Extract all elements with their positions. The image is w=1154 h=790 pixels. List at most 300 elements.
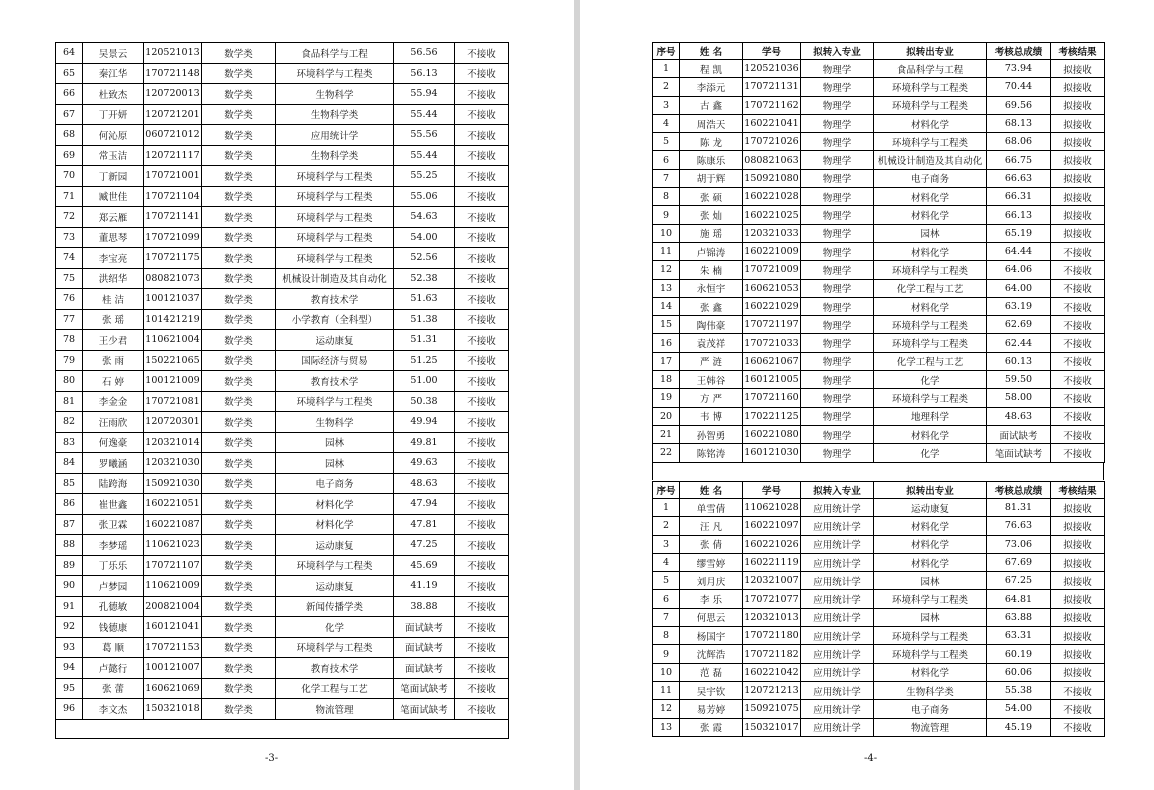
table-cell: 张 鑫 [680, 297, 743, 315]
table-row [56, 309, 509, 330]
table-cell: 物理学 [801, 242, 874, 260]
table-cell: 不接收 [455, 391, 509, 412]
table-cell: 51.63 [394, 289, 455, 310]
table-cell: 何逸豪 [83, 432, 144, 453]
table-cell: 160621069 [144, 678, 202, 699]
table-cell: 63.88 [987, 608, 1051, 626]
table-cell: 数学类 [202, 104, 276, 125]
table-cell: 89 [56, 555, 83, 576]
table-cell: 张 瑶 [83, 309, 144, 330]
table-cell: 92 [56, 617, 83, 638]
table-cell: 葛 顺 [83, 637, 144, 658]
table-row [56, 555, 509, 576]
table-row [56, 104, 509, 125]
column-header: 序号 [653, 482, 680, 499]
table-row [653, 499, 1105, 517]
table-cell: 74 [56, 248, 83, 269]
table-cell: 李宝亮 [83, 248, 144, 269]
table-cell: 运动康复 [276, 576, 394, 597]
table-cell: 8 [653, 627, 680, 645]
table-cell: 张 倩 [680, 535, 743, 553]
table-row [56, 637, 509, 658]
table-cell: 数学类 [202, 555, 276, 576]
table-cell: 物理学 [801, 224, 874, 242]
table-cell: 拟接收 [1051, 133, 1105, 151]
table-cell: 化学工程与工艺 [874, 352, 987, 370]
column-header: 姓 名 [680, 43, 743, 60]
table-cell: 运动康复 [276, 330, 394, 351]
table-cell: 易芳婷 [680, 700, 743, 718]
table-cell: 12 [653, 700, 680, 718]
table-cell: 不接收 [455, 289, 509, 310]
table-cell: 环境科学与工程类 [874, 261, 987, 279]
table-cell: 160121041 [144, 617, 202, 638]
table-cell: 不接收 [455, 330, 509, 351]
table-row [653, 590, 1105, 608]
table-cell: 13 [653, 718, 680, 736]
table-row [56, 248, 509, 269]
table-cell: 笔面试缺考 [987, 444, 1051, 462]
table-row [56, 371, 509, 392]
table-cell: 51.25 [394, 350, 455, 371]
table-cell: 110621009 [144, 576, 202, 597]
table-cell: 110621023 [144, 535, 202, 556]
column-header: 考核结果 [1051, 482, 1105, 499]
table-cell: 古 鑫 [680, 96, 743, 114]
table-cell: 应用统计学 [801, 645, 874, 663]
table-cell: 64.81 [987, 590, 1051, 608]
table-row [653, 206, 1105, 224]
table-cell: 150321018 [144, 699, 202, 720]
table-cell: 150921075 [743, 700, 801, 718]
table-cell: 严 涟 [680, 352, 743, 370]
table-cell: 不接收 [455, 473, 509, 494]
table-cell: 63.31 [987, 627, 1051, 645]
table-cell: 不接收 [1051, 700, 1105, 718]
table-cell: 88 [56, 535, 83, 556]
table-cell: 物理学 [801, 425, 874, 443]
table-row [56, 63, 509, 84]
table-cell: 数学类 [202, 248, 276, 269]
table-row [56, 596, 509, 617]
table-cell: 120720301 [144, 412, 202, 433]
table-cell: 生物科学 [276, 412, 394, 433]
table-cell: 物理学 [801, 297, 874, 315]
table-row [56, 535, 509, 556]
table-cell: 数学类 [202, 125, 276, 146]
table-cell: 不接收 [1051, 334, 1105, 352]
table-cell: 49.63 [394, 453, 455, 474]
table-row [56, 576, 509, 597]
table-cell: 数学类 [202, 514, 276, 535]
table-cell: 张卫霖 [83, 514, 144, 535]
table-cell: 160221087 [144, 514, 202, 535]
column-header: 考核总成绩 [987, 43, 1051, 60]
table-cell: 不接收 [455, 104, 509, 125]
table-cell: 材料化学 [276, 514, 394, 535]
table-cell: 数学类 [202, 350, 276, 371]
table-cell: 数学类 [202, 391, 276, 412]
table-cell: 应用统计学 [801, 553, 874, 571]
table-cell: 拟接收 [1051, 151, 1105, 169]
table-cell: 170721104 [144, 186, 202, 207]
table-row [653, 188, 1105, 206]
table-cell: 不接收 [455, 63, 509, 84]
table-row [653, 425, 1105, 443]
table-cell: 拟接收 [1051, 608, 1105, 626]
table-cell: 园林 [276, 453, 394, 474]
table-cell: 秦江华 [83, 63, 144, 84]
table-row [653, 681, 1105, 699]
column-header: 拟转出专业 [874, 43, 987, 60]
table-cell: 张 蕾 [83, 678, 144, 699]
table-cell: 教育技术学 [276, 658, 394, 679]
table-cell: 55.25 [394, 166, 455, 187]
table-cell: 王韩谷 [680, 371, 743, 389]
table-cell: 应用统计学 [801, 590, 874, 608]
table-cell: 面试缺考 [987, 425, 1051, 443]
table-cell: 数学类 [202, 453, 276, 474]
table-cell: 何沁原 [83, 125, 144, 146]
table-cell: 6 [653, 590, 680, 608]
table-cell: 170721162 [743, 96, 801, 114]
table-cell: 环境科学与工程类 [276, 391, 394, 412]
table-cell: 材料化学 [874, 517, 987, 535]
table-cell: 150221065 [144, 350, 202, 371]
table-cell: 不接收 [455, 699, 509, 720]
table-cell: 应用统计学 [801, 535, 874, 553]
table-cell: 运动康复 [276, 535, 394, 556]
table-cell: 生物科学 [276, 84, 394, 105]
table-cell: 160221042 [743, 663, 801, 681]
table-cell: 170721148 [144, 63, 202, 84]
table-cell: 不接收 [1051, 242, 1105, 260]
table-cell: 施 瑶 [680, 224, 743, 242]
table-cell: 150921030 [144, 473, 202, 494]
table-cell: 不接收 [455, 432, 509, 453]
table-cell: 物理学 [801, 389, 874, 407]
table-cell: 82 [56, 412, 83, 433]
table-cell: 54.00 [394, 227, 455, 248]
table-cell: 拟接收 [1051, 206, 1105, 224]
table-cell: 52.38 [394, 268, 455, 289]
table-cell: 170721001 [144, 166, 202, 187]
table-row [56, 391, 509, 412]
table-cell: 64.44 [987, 242, 1051, 260]
table-cell: 49.81 [394, 432, 455, 453]
table-cell: 生物科学类 [276, 104, 394, 125]
table-cell: 73.06 [987, 535, 1051, 553]
table-cell: 120321007 [743, 572, 801, 590]
table-cell: 环境科学与工程类 [276, 637, 394, 658]
table-cell: 拟接收 [1051, 224, 1105, 242]
table-cell: 拟接收 [1051, 553, 1105, 571]
column-header: 学号 [743, 43, 801, 60]
table-cell: 环境科学与工程类 [874, 78, 987, 96]
table-cell: 13 [653, 279, 680, 297]
table-cell: 16 [653, 334, 680, 352]
table-cell: 68.06 [987, 133, 1051, 151]
table-row [653, 316, 1105, 334]
table-cell: 环境科学与工程类 [276, 63, 394, 84]
table-cell: 160621053 [743, 279, 801, 297]
table-cell: 物理学 [801, 188, 874, 206]
table-cell: 63.19 [987, 297, 1051, 315]
table-cell: 电子商务 [874, 700, 987, 718]
table-cell: 不接收 [455, 555, 509, 576]
table-cell: 不接收 [455, 166, 509, 187]
table-cell: 化学工程与工艺 [276, 678, 394, 699]
table-cell: 6 [653, 151, 680, 169]
statistics-results-table [652, 481, 1105, 737]
table-cell: 环境科学与工程类 [276, 248, 394, 269]
table-cell: 4 [653, 553, 680, 571]
table-row [56, 330, 509, 351]
table-cell: 120721117 [144, 145, 202, 166]
table-cell: 55.38 [987, 681, 1051, 699]
table-cell: 胡于辉 [680, 169, 743, 187]
table-cell: 68.13 [987, 114, 1051, 132]
table-cell: 应用统计学 [801, 718, 874, 736]
table-cell: 汪雨欣 [83, 412, 144, 433]
table-cell: 物理学 [801, 96, 874, 114]
table-cell: 国际经济与贸易 [276, 350, 394, 371]
table-row [56, 43, 509, 64]
table-cell: 丁乐乐 [83, 555, 144, 576]
table-cell: 64.06 [987, 261, 1051, 279]
table-cell: 电子商务 [874, 169, 987, 187]
table-row [56, 227, 509, 248]
table-cell: 170721182 [743, 645, 801, 663]
table-cell: 机械设计制造及其自动化 [276, 268, 394, 289]
table-cell: 170721107 [144, 555, 202, 576]
table-cell: 47.25 [394, 535, 455, 556]
table-cell: 19 [653, 389, 680, 407]
table-cell: 地理科学 [874, 407, 987, 425]
table-cell: 4 [653, 114, 680, 132]
table-cell: 70.44 [987, 78, 1051, 96]
column-header: 序号 [653, 43, 680, 60]
table-cell: 58.00 [987, 389, 1051, 407]
table-cell: 不接收 [1051, 371, 1105, 389]
table-cell: 47.94 [394, 494, 455, 515]
table-cell: 160621067 [743, 352, 801, 370]
table-row [56, 494, 509, 515]
table-cell: 数学类 [202, 227, 276, 248]
table-cell: 不接收 [1051, 389, 1105, 407]
table-cell: 67 [56, 104, 83, 125]
table-cell: 17 [653, 352, 680, 370]
table-cell: 范 磊 [680, 663, 743, 681]
table-cell: 环境科学与工程类 [874, 316, 987, 334]
table-cell: 不接收 [1051, 297, 1105, 315]
table-cell: 11 [653, 242, 680, 260]
table-row [56, 514, 509, 535]
table-cell: 8 [653, 188, 680, 206]
table-cell: 园林 [276, 432, 394, 453]
table-cell: 20 [653, 407, 680, 425]
table-cell: 93 [56, 637, 83, 658]
table-cell: 170721175 [144, 248, 202, 269]
table-cell: 物理学 [801, 169, 874, 187]
table-row [653, 572, 1105, 590]
table-row [653, 60, 1105, 78]
table-cell: 80 [56, 371, 83, 392]
table-cell: 教育技术学 [276, 371, 394, 392]
table-cell: 物理学 [801, 114, 874, 132]
table-cell: 060721012 [144, 125, 202, 146]
table-row [56, 412, 509, 433]
table-cell: 拟接收 [1051, 627, 1105, 645]
table-cell: 应用统计学 [801, 608, 874, 626]
table-cell: 66.63 [987, 169, 1051, 187]
table-cell: 160121030 [743, 444, 801, 462]
table-cell: 笔面试缺考 [394, 699, 455, 720]
column-header: 考核结果 [1051, 43, 1105, 60]
table-cell: 陆跨海 [83, 473, 144, 494]
table-row [653, 535, 1105, 553]
document-page-3 [0, 0, 574, 790]
table-cell: 常玉洁 [83, 145, 144, 166]
table-cell: 45.19 [987, 718, 1051, 736]
table-cell: 杜致杰 [83, 84, 144, 105]
table-cell: 王少君 [83, 330, 144, 351]
table-cell: 张 霞 [680, 718, 743, 736]
table-cell: 缪雪婷 [680, 553, 743, 571]
table-cell: 100121009 [144, 371, 202, 392]
table-cell: 160221119 [743, 553, 801, 571]
table-row [653, 96, 1105, 114]
table-row [653, 663, 1105, 681]
table-cell: 数学类 [202, 166, 276, 187]
table-cell: 不接收 [1051, 279, 1105, 297]
table-cell: 75 [56, 268, 83, 289]
table-cell: 65 [56, 63, 83, 84]
table-cell: 数学类 [202, 63, 276, 84]
table-cell: 67.69 [987, 553, 1051, 571]
table-cell: 18 [653, 371, 680, 389]
table-cell: 物理学 [801, 316, 874, 334]
table-cell: 数学类 [202, 309, 276, 330]
table-cell: 7 [653, 608, 680, 626]
table-cell: 100121037 [144, 289, 202, 310]
table-row [653, 279, 1105, 297]
table-cell: 不接收 [455, 248, 509, 269]
table-cell: 园林 [874, 224, 987, 242]
table-cell: 应用统计学 [801, 627, 874, 645]
table-cell: 76.63 [987, 517, 1051, 535]
table-cell: 数学类 [202, 268, 276, 289]
table-row [653, 261, 1105, 279]
table-cell: 杨国宇 [680, 627, 743, 645]
table-cell: 51.38 [394, 309, 455, 330]
table-row [56, 473, 509, 494]
table-cell: 不接收 [1051, 407, 1105, 425]
table-cell: 不接收 [1051, 316, 1105, 334]
column-header: 考核总成绩 [987, 482, 1051, 499]
table-cell: 材料化学 [874, 114, 987, 132]
table-cell: 66 [56, 84, 83, 105]
table-cell: 170721197 [743, 316, 801, 334]
table-cell: 81.31 [987, 499, 1051, 517]
table-cell: 拟接收 [1051, 188, 1105, 206]
table-row [653, 718, 1105, 736]
table-cell: 9 [653, 645, 680, 663]
table-cell: 应用统计学 [801, 681, 874, 699]
table-cell: 拟接收 [1051, 78, 1105, 96]
table-row [653, 389, 1105, 407]
table-cell: 160221051 [144, 494, 202, 515]
table-cell: 环境科学与工程类 [874, 590, 987, 608]
table-cell: 物流管理 [874, 718, 987, 736]
table-cell: 应用统计学 [276, 125, 394, 146]
table-cell: 何思云 [680, 608, 743, 626]
table-cell: 080821073 [144, 268, 202, 289]
table-cell: 数学类 [202, 494, 276, 515]
table-cell: 55.44 [394, 104, 455, 125]
table-cell: 90 [56, 576, 83, 597]
table-cell: 49.94 [394, 412, 455, 433]
table-cell: 95 [56, 678, 83, 699]
left-results-table [55, 42, 509, 739]
table-cell: 200821004 [144, 596, 202, 617]
table-cell: 应用统计学 [801, 663, 874, 681]
table-cell: 不接收 [455, 84, 509, 105]
table-row [653, 627, 1105, 645]
table-cell: 2 [653, 517, 680, 535]
table-cell: 园林 [874, 608, 987, 626]
table-row [653, 242, 1105, 260]
table-cell: 数学类 [202, 145, 276, 166]
table-cell: 数学类 [202, 289, 276, 310]
column-header: 拟转入专业 [801, 482, 874, 499]
table-cell: 环境科学与工程类 [874, 645, 987, 663]
table-cell: 材料化学 [874, 425, 987, 443]
table-cell: 食品科学与工程 [874, 60, 987, 78]
table-cell: 不接收 [455, 145, 509, 166]
table-cell: 78 [56, 330, 83, 351]
table-cell: 环境科学与工程类 [276, 227, 394, 248]
table-cell: 不接收 [455, 371, 509, 392]
table-cell: 54.00 [987, 700, 1051, 718]
table-cell: 数学类 [202, 699, 276, 720]
table-cell: 材料化学 [874, 553, 987, 571]
table-cell: 物理学 [801, 78, 874, 96]
table-row [56, 678, 509, 699]
table-cell: 160221097 [743, 517, 801, 535]
table-cell: 160221041 [743, 114, 801, 132]
table-cell: 物理学 [801, 352, 874, 370]
table-cell: 应用统计学 [801, 700, 874, 718]
table-cell: 笔面试缺考 [394, 678, 455, 699]
table-cell: 10 [653, 224, 680, 242]
table-cell: 面试缺考 [394, 637, 455, 658]
table-row [653, 700, 1105, 718]
table-cell: 不接收 [455, 309, 509, 330]
table-cell: 物理学 [801, 206, 874, 224]
table-cell: 170721099 [144, 227, 202, 248]
table-cell: 120521036 [743, 60, 801, 78]
table-cell: 环境科学与工程类 [874, 334, 987, 352]
table-row [56, 166, 509, 187]
table-row [653, 553, 1105, 571]
table-cell: 物理学 [801, 371, 874, 389]
table-cell: 董思琴 [83, 227, 144, 248]
table-cell: 170721131 [743, 78, 801, 96]
table-cell: 51.00 [394, 371, 455, 392]
table-cell: 数学类 [202, 186, 276, 207]
table-cell: 56.56 [394, 43, 455, 64]
